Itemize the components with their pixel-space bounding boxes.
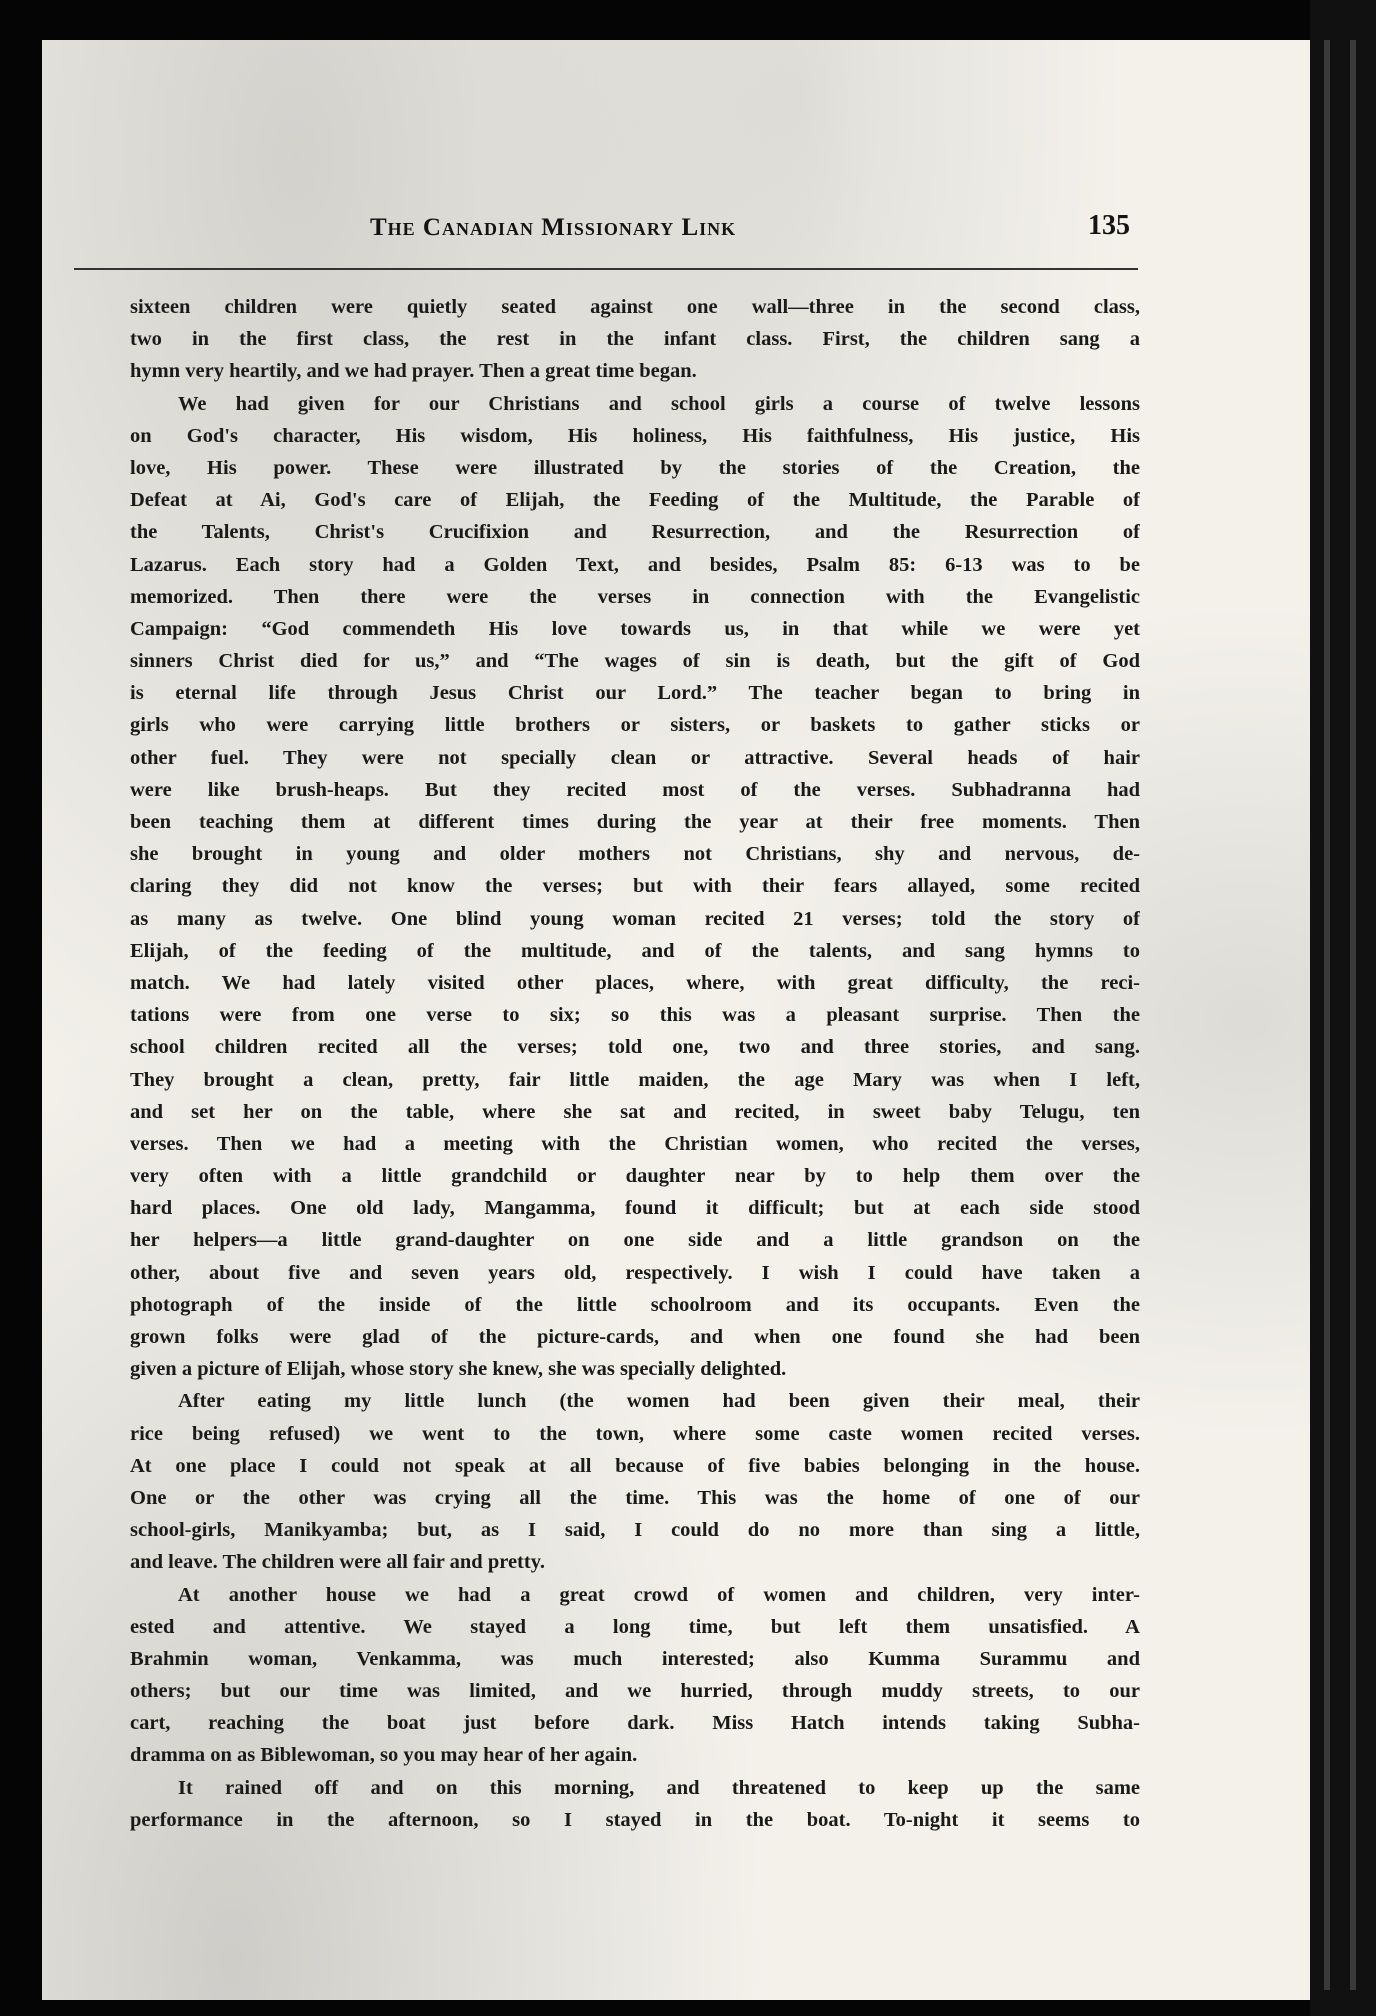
text-line: Defeat at Ai, God's care of Elijah, the Feeding of the Multitude, the Parable of (130, 489, 1140, 512)
text-line: Campaign: “God commendeth His love towards us, in that while we were yet (130, 617, 1140, 640)
spine-edge-line (1350, 40, 1356, 1990)
text-line: been teaching them at different times during the year at their free moments. Then (130, 811, 1140, 833)
text-line: given a picture of Elijah, whose story she knew, she was specially delighted. (130, 1358, 787, 1381)
text-line: grown folks were glad of the picture-cards, and when one found she had been (130, 1326, 1140, 1348)
text-line: as many as twelve. One blind young woman recited 21 verses; told the story of (130, 907, 1140, 930)
text-line: tations were from one verse to six; so this was a pleasant surprise. Then the (130, 1004, 1140, 1027)
text-line: hymn very heartily, and we had prayer. Then a great time began. (130, 360, 697, 383)
text-line: cart, reaching the boat just before dark. Miss Hatch intends taking Subha- (130, 1712, 1140, 1735)
text-line: ested and attentive. We stayed a long time, but left them unsatisfied. A (130, 1615, 1140, 1638)
text-line: very often with a little grandchild or daughter near by to help them over the (130, 1165, 1140, 1188)
text-line: sixteen children were quietly seated against one wall—three in the second class, (130, 296, 1140, 318)
text-line: performance in the afternoon, so I stayed in the boat. To-night it seems to (130, 1808, 1140, 1831)
text-line: school children recited all the verses; told one, two and three stories, and sang. (130, 1036, 1140, 1059)
text-line: hard places. One old lady, Mangamma, found it difficult; but at each side stood (130, 1197, 1140, 1220)
text-line: One or the other was crying all the time. This was the home of one of our (130, 1486, 1140, 1509)
text-line: girls who were carrying little brothers or sisters, or baskets to gather sticks or (130, 714, 1140, 737)
text-line: It rained off and on this morning, and threatened to keep up the same (178, 1776, 1140, 1799)
text-line: After eating my little lunch (the women had been given their meal, their (178, 1390, 1140, 1413)
text-line: love, His power. These were illustrated by the stories of the Creation, the (130, 456, 1140, 479)
text-line: We had given for our Christians and school girls a course of twelve lessons (178, 392, 1140, 415)
text-line: other, about five and seven years old, respectively. I wish I could have taken a (130, 1261, 1140, 1284)
text-line: dramma on as Biblewoman, so you may hear of her again. (130, 1744, 638, 1767)
text-line: were like brush-heaps. But they recited most of the verses. Subhadranna had (130, 778, 1140, 801)
text-line: her helpers—a little grand-daughter on one side and a little grandson on the (130, 1229, 1140, 1252)
text-line: memorized. Then there were the verses in connection with the Evangelistic (130, 585, 1140, 608)
text-line: the Talents, Christ's Crucifixion and Resurrection, and the Resurrection of (130, 521, 1140, 544)
text-line: two in the first class, the rest in the infant class. First, the children sang a (130, 328, 1140, 351)
page-number: 135 (1088, 210, 1130, 241)
text-line: sinners Christ died for us,” and “The wages of sin is death, but the gift of God (130, 650, 1140, 673)
text-line: she brought in young and older mothers not Christians, shy and nervous, de- (130, 843, 1140, 866)
spine-edge-line (1324, 40, 1330, 1990)
book-spine (1310, 0, 1376, 2016)
text-line: and leave. The children were all fair and pretty. (130, 1551, 545, 1574)
text-line: is eternal life through Jesus Christ our Lord.” The teacher began to bring in (130, 682, 1140, 705)
text-line: other fuel. They were not specially clean or attractive. Several heads of hair (130, 746, 1140, 769)
text-line: Elijah, of the feeding of the multitude, and of the talents, and sang hymns to (130, 939, 1140, 962)
text-line: on God's character, His wisdom, His holiness, His faithfulness, His justice, His (130, 424, 1140, 447)
text-line: At one place I could not speak at all because of five babies belonging in the house. (130, 1454, 1140, 1477)
text-line: Lazarus. Each story had a Golden Text, and besides, Psalm 85: 6-13 was to be (130, 553, 1140, 576)
text-line: and set her on the table, where she sat and recited, in sweet baby Telugu, ten (130, 1100, 1140, 1123)
running-title: The Canadian Missionary Link (370, 214, 737, 241)
header-rule (74, 268, 1138, 270)
text-line: Brahmin woman, Venkamma, was much interested; also Kumma Surammu and (130, 1647, 1140, 1670)
text-line: claring they did not know the verses; but with their fears allayed, some recited (130, 875, 1140, 898)
text-line: match. We had lately visited other places, where, with great difficulty, the reci- (130, 971, 1140, 994)
text-line: rice being refused) we went to the town, where some caste women recited verses. (130, 1422, 1140, 1445)
body-text (130, 291, 1140, 1836)
text-line: They brought a clean, pretty, fair little maiden, the age Mary was when I left, (130, 1068, 1140, 1091)
running-header (120, 208, 1140, 252)
text-line: photograph of the inside of the little schoolroom and its occupants. Even the (130, 1293, 1140, 1316)
text-line: school-girls, Manikyamba; but, as I said, I could do no more than sing a little, (130, 1519, 1140, 1542)
text-line: others; but our time was limited, and we hurried, through muddy streets, to our (130, 1680, 1140, 1703)
text-line: At another house we had a great crowd of women and children, very inter- (178, 1583, 1140, 1606)
text-line: verses. Then we had a meeting with the Christian women, who recited the verses, (130, 1132, 1140, 1155)
